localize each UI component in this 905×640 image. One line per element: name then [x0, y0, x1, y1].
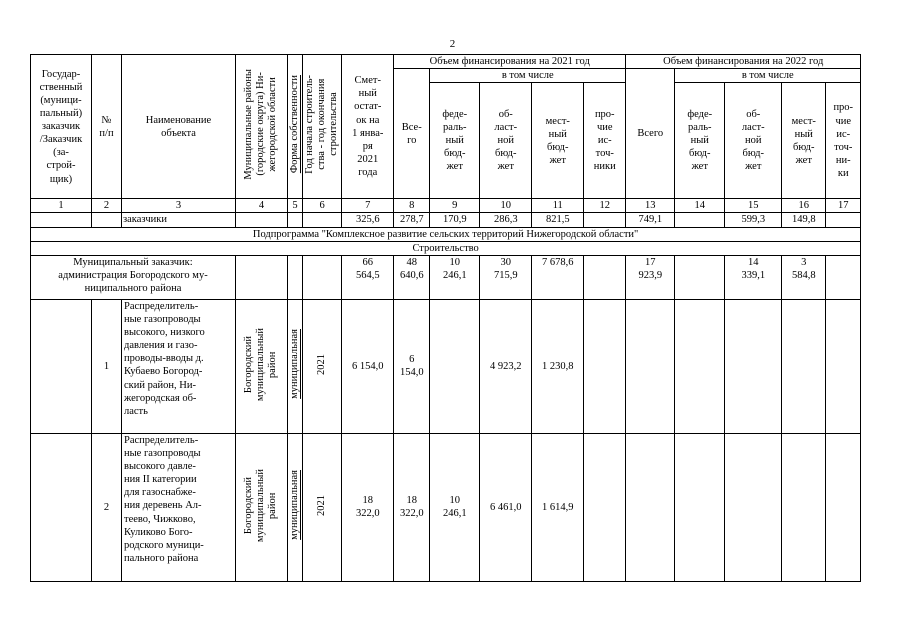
cell: [675, 299, 725, 433]
col-number: 5: [288, 199, 303, 213]
financing-table: [30, 54, 861, 582]
cell-regional-2021: 286,3: [480, 213, 532, 227]
table-row: [31, 433, 861, 581]
cell: [31, 213, 92, 227]
col-number: 12: [584, 199, 626, 213]
cell-regional-2022: 599,3: [725, 213, 782, 227]
cell-regional-2021: 6 461,0: [480, 433, 532, 581]
col-number: 2: [92, 199, 122, 213]
header-local-2022: мест- ный бюд- жет: [782, 83, 826, 199]
cell-regional-2021: 30 715,9: [480, 255, 532, 299]
cell-local-2021: 7 678,6: [532, 255, 584, 299]
header-total-2022: Всего: [626, 69, 675, 199]
cell: [584, 299, 626, 433]
table-row: [31, 299, 861, 433]
cell: [288, 213, 303, 227]
ownership-cell: [288, 299, 303, 433]
header-object-name: Наименование объекта: [122, 55, 236, 199]
cell: [236, 213, 288, 227]
cell: [725, 433, 782, 581]
header-customer: Государ- ственный (муници- пальный) заказчик /Заказчик (за- строй- щик): [31, 55, 92, 199]
cell: [31, 433, 92, 581]
cell-label: заказчики: [122, 213, 236, 227]
row-number: 1: [92, 299, 122, 433]
header-ownership: Форма собственности: [289, 75, 300, 174]
cell-balance: 18 322,0: [342, 433, 394, 581]
header-balance: Смет- ный остат- ок на 1 янва- ря 2021 года: [342, 55, 394, 199]
municipal-customer-label: Муниципальный заказчик: администрация Богородского му- ниципального района: [31, 255, 236, 299]
district: Богородский муниципальный район: [243, 468, 279, 542]
header-federal-2021: федe- раль- ный бюд- жет: [430, 83, 480, 199]
col-number: 10: [480, 199, 532, 213]
cell-total-2021: 48 640,6: [394, 255, 430, 299]
cell-balance: 66 564,5: [342, 255, 394, 299]
years: 2021: [316, 494, 328, 516]
header-fin-2022: Объем финансирования на 2022 год: [626, 55, 861, 69]
col-number: 6: [303, 199, 342, 213]
cell: [782, 299, 826, 433]
header-num: № п/п: [92, 55, 122, 199]
column-numbers-row: [31, 199, 861, 213]
header-regional-2022: об- ласт- ной бюд- жет: [725, 83, 782, 199]
header-total-2021: Все- го: [394, 69, 430, 199]
col-number: 7: [342, 199, 394, 213]
district-cell: [236, 433, 288, 581]
years-cell: [303, 299, 342, 433]
district-cell: [236, 299, 288, 433]
subprogram-title: Подпрограмма "Комплексное развитие сельских территорий Нижегородской области": [31, 227, 861, 241]
header-district-cell: [236, 55, 288, 199]
cell-total-2021: 6 154,0: [394, 299, 430, 433]
cell-total-2021: 18 322,0: [394, 433, 430, 581]
header-incl-2021: в том числе: [430, 69, 626, 83]
cell: [31, 299, 92, 433]
cell-regional-2022: 14 339,1: [725, 255, 782, 299]
cell: [826, 299, 861, 433]
section-title: Строительство: [31, 241, 861, 255]
col-number: 3: [122, 199, 236, 213]
cell: [584, 433, 626, 581]
cell: [626, 299, 675, 433]
years-cell: [303, 433, 342, 581]
col-number: 9: [430, 199, 480, 213]
header-years-cell: [303, 55, 342, 199]
cell-total-2022: 749,1: [626, 213, 675, 227]
header-other-2022: про- чие ис- точ- ни- ки: [826, 83, 861, 199]
col-number: 17: [826, 199, 861, 213]
cell-total-2021: 278,7: [394, 213, 430, 227]
cell-other-2022: [826, 213, 861, 227]
cell: [92, 213, 122, 227]
header-incl-2022: в том числе: [675, 69, 861, 83]
cell-local-2021: 1 230,8: [532, 299, 584, 433]
cell-federal-2022: [675, 255, 725, 299]
col-number: 11: [532, 199, 584, 213]
header-regional-2021: об- ласт- ной бюд- жет: [480, 83, 532, 199]
header-years: Год начала строитель- ства - год окончания строительства: [304, 75, 340, 174]
cell: [303, 255, 342, 299]
cell-other-2021: [584, 255, 626, 299]
col-number: 16: [782, 199, 826, 213]
cell-other-2022: [826, 255, 861, 299]
cell-local-2021: 1 614,9: [532, 433, 584, 581]
cell-regional-2021: 4 923,2: [480, 299, 532, 433]
header-ownership-cell: [288, 55, 303, 199]
cell-federal-2022: [675, 213, 725, 227]
cell-balance: 6 154,0: [342, 299, 394, 433]
header-district: Муниципальные районы (городские округа) Ни- жегородской области: [243, 69, 279, 180]
cell: [236, 255, 288, 299]
cell: [303, 213, 342, 227]
cell: [826, 433, 861, 581]
ownership-cell: [288, 433, 303, 581]
cell-total-2022: 17 923,9: [626, 255, 675, 299]
header-fin-2021: Объем финансирования на 2021 год: [394, 55, 626, 69]
col-number: 15: [725, 199, 782, 213]
district: Богородский муниципальный район: [243, 327, 279, 401]
cell: [626, 433, 675, 581]
col-number: 14: [675, 199, 725, 213]
page-number: 2: [449, 38, 456, 50]
cell-local-2022: 149,8: [782, 213, 826, 227]
years: 2021: [316, 353, 328, 375]
cell-other-2021: [584, 213, 626, 227]
col-number: 13: [626, 199, 675, 213]
object-name: Распределитель- ные газопроводы высокого давле- ния II категории для газоснабже- ния деревень Ал- теево, Чижково, Куликово Бого- родского муници- пального района: [122, 433, 236, 581]
municipal-customer-row: [31, 255, 861, 299]
cell: [288, 255, 303, 299]
col-number: 4: [236, 199, 288, 213]
col-number: 8: [394, 199, 430, 213]
cell-balance: 325,6: [342, 213, 394, 227]
row-number: 2: [92, 433, 122, 581]
cell-federal-2021: [430, 299, 480, 433]
cell: [725, 299, 782, 433]
header-federal-2022: федe- раль- ный бюд- жет: [675, 83, 725, 199]
ownership: муниципальная: [289, 470, 300, 541]
customers-total-row: [31, 213, 861, 227]
ownership: муниципальная: [289, 329, 300, 400]
header-local-2021: мест- ный бюд- жет: [532, 83, 584, 199]
cell-local-2022: 3 584,8: [782, 255, 826, 299]
col-number: 1: [31, 199, 92, 213]
cell-federal-2021: 170,9: [430, 213, 480, 227]
cell: [675, 433, 725, 581]
cell-federal-2021: 10 246,1: [430, 433, 480, 581]
object-name: Распределитель- ные газопроводы высокого, низкого давления и газо- проводы-вводы д. Кубаево Богород- ский район, Ни- жегородская об- ласть: [122, 299, 236, 433]
cell-federal-2021: 10 246,1: [430, 255, 480, 299]
cell-local-2021: 821,5: [532, 213, 584, 227]
header-other-2021: про- чие ис- точ- ники: [584, 83, 626, 199]
cell: [782, 433, 826, 581]
